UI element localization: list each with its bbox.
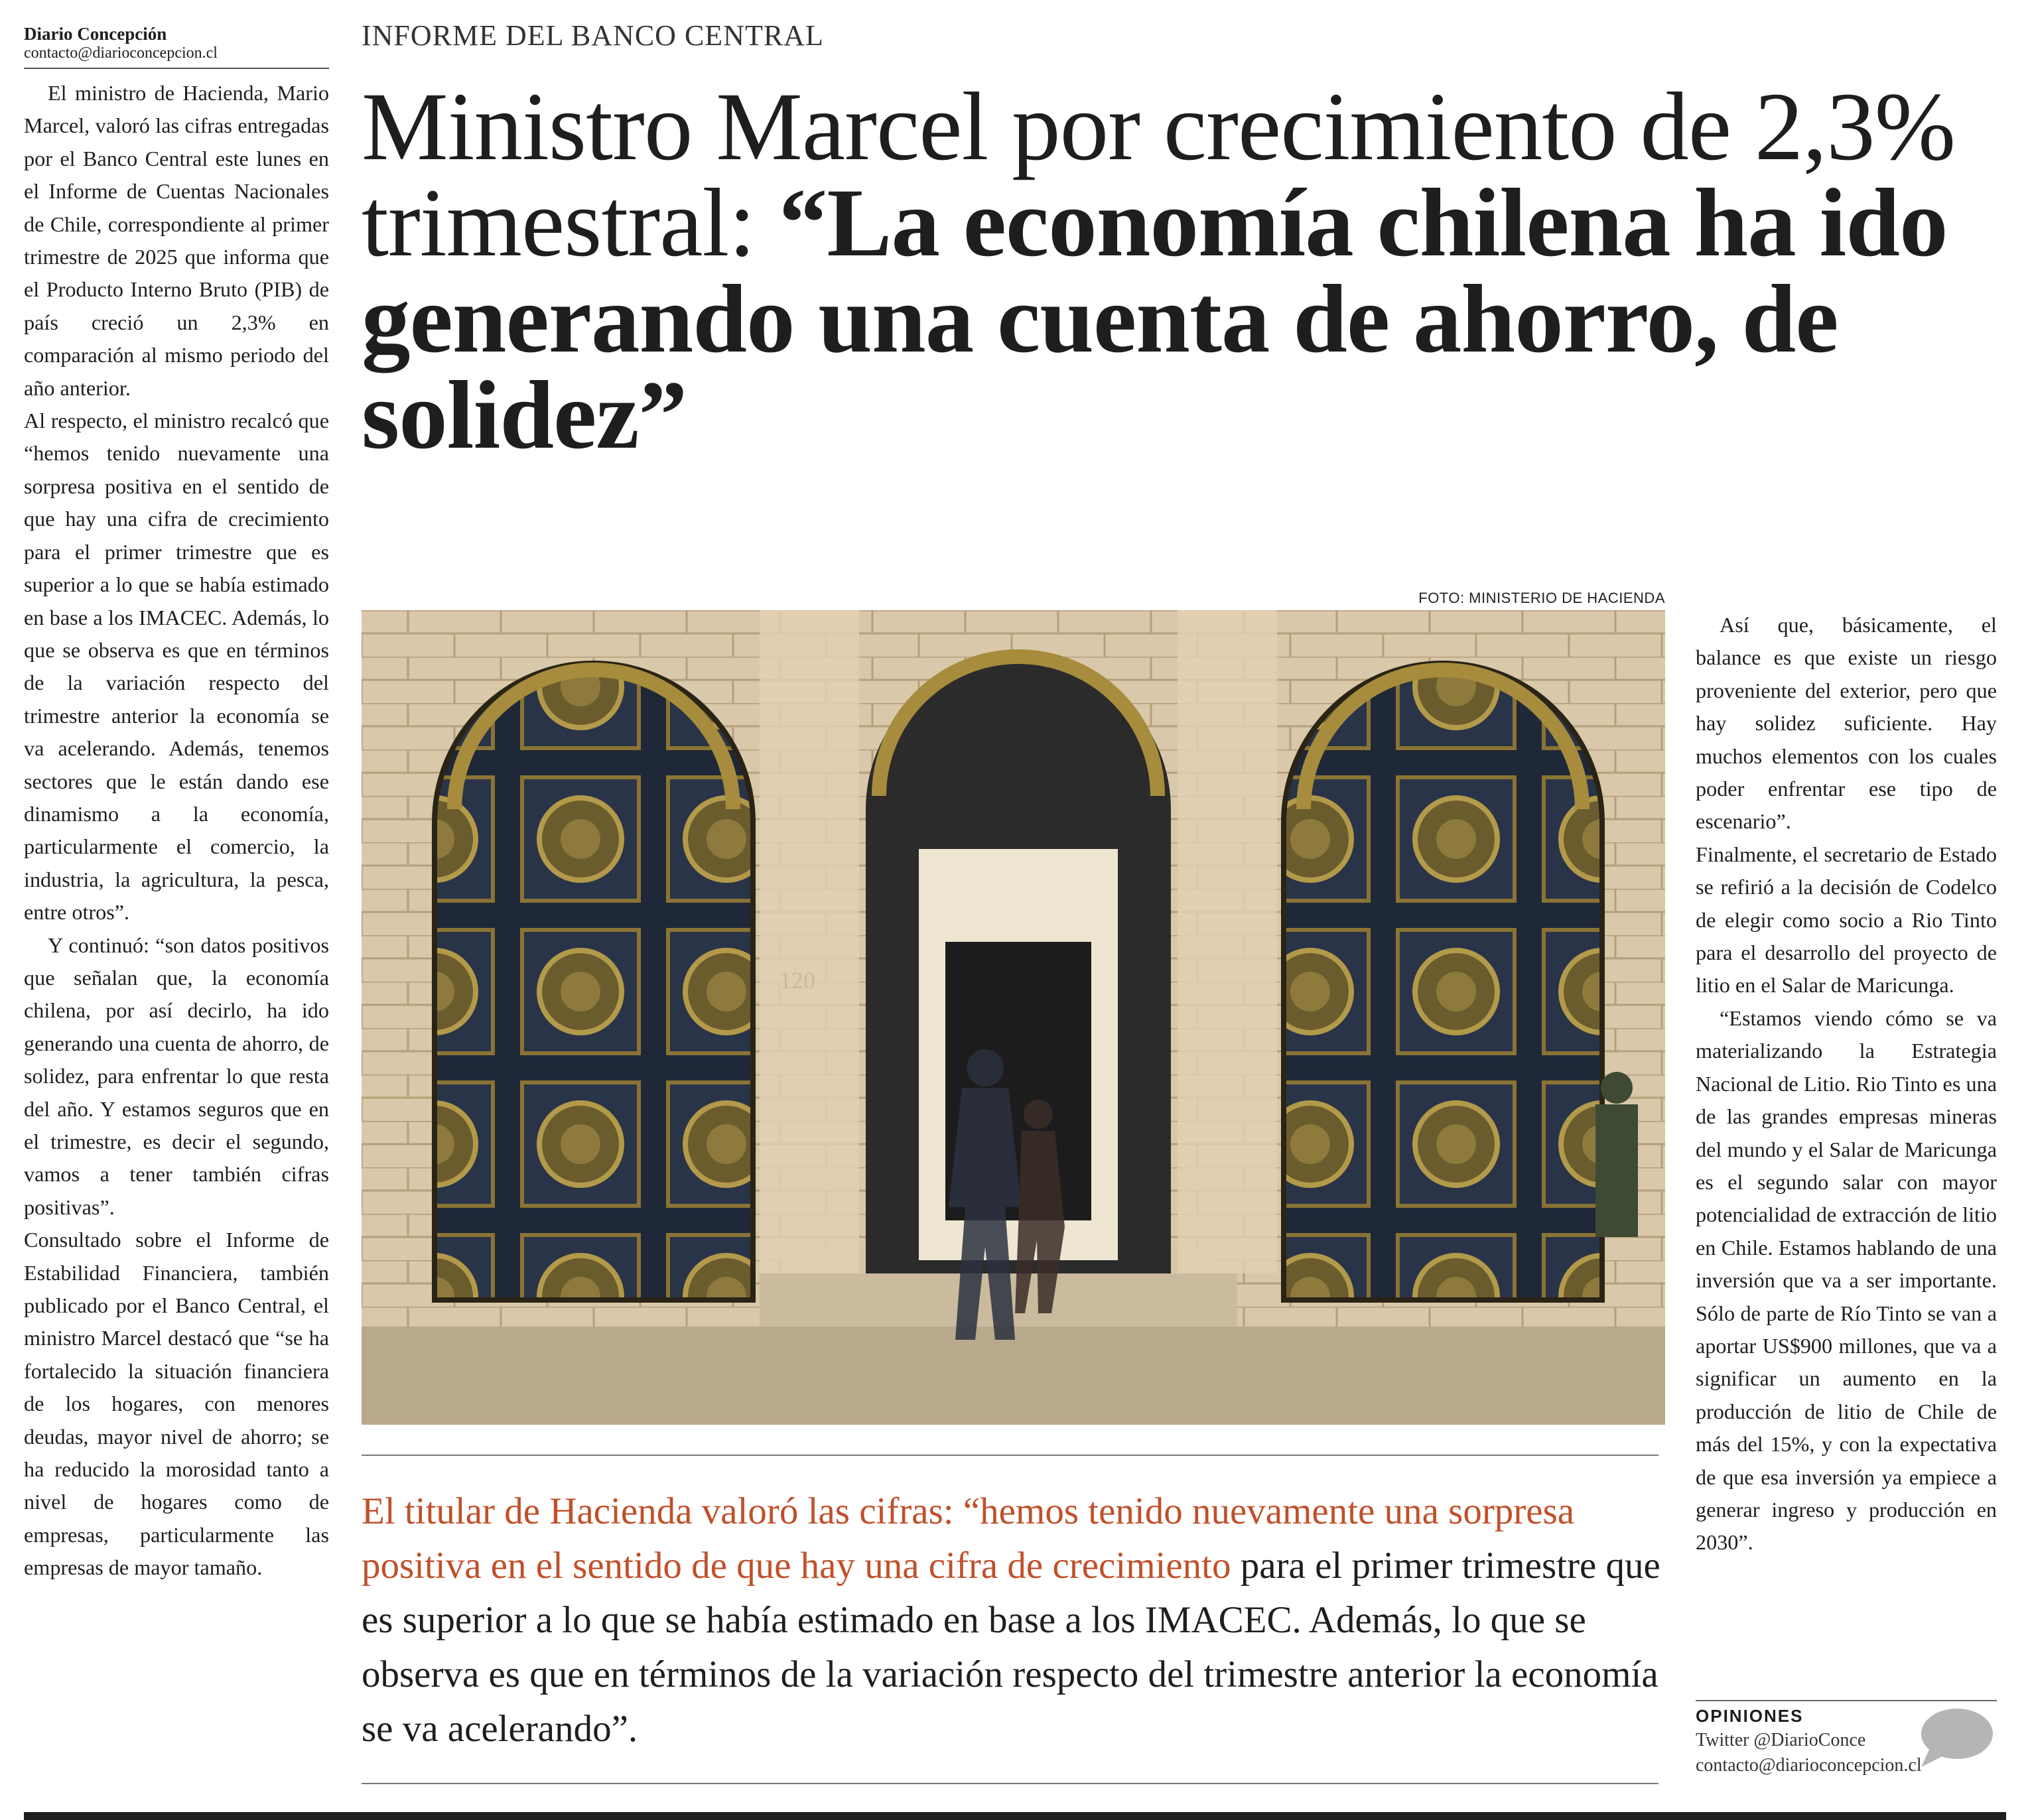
right-paragraph-3: “Estamos viendo cómo se va materializando la Estrategia Nacional de Litio. Rio Tinto es una de las grandes empresas mineras del mundo y el Salar de Maricunga es el segundo salar con mayor potencialidad de extracción de litio en Chile. Estamos hablando de una inversión que va a ser importante. Sólo de parte de Río Tinto se van a aportar US$900 millones, que va a significar un aumento en la producción de litio de Chile de más del 15%, y con la expectativa de que esa inversión ya empiece a generar ingreso y producción en 2030”.	[1696, 1006, 1997, 1555]
page-bottom-bar	[24, 1812, 2006, 1820]
article-photo	[362, 610, 1665, 1425]
publication-email[interactable]: contacto@diarioconcepcion.cl	[24, 44, 218, 62]
right-paragraph-1: Así que, básicamente, el balance es que existe un riesgo proveniente del exterior, pero que hay solidez suficiente. Hay muchos elementos con los cuales poder enfrentar ese tipo de escenario”.	[1696, 613, 1997, 834]
pull-quote	[362, 1484, 1662, 1756]
masthead-rule	[24, 68, 329, 69]
publication-name: Diario Concepción	[24, 24, 167, 44]
banco-central-facade-illustration	[362, 610, 1665, 1425]
left-paragraph-3: Y continuó: “son datos positivos que señalan que, la economía chilena, por así decirlo, ha ido generando una cuenta de ahorro, de solidez, para enfrentar lo que resta del año. Y estamos seguros que en el trimestre, es decir el segundo, vamos a tener también cifras positivas”.	[24, 933, 329, 1219]
photo-credit: FOTO: MINISTERIO DE HACIENDA	[1418, 590, 1665, 606]
opinions-title: OPINIONES	[1696, 1706, 1804, 1726]
speech-bubble-icon	[1916, 1706, 1994, 1770]
headline-quote: “La economía chilena ha ido generando una cuenta de ahorro, de solidez”	[362, 168, 1948, 469]
left-column	[24, 24, 329, 1585]
pull-quote-rest: para el primer trimestre que es superior a lo que se había estimado en base a los IMACEC. Además, lo que se observa es que en términos de la variación respecto del trimestre anterior la economía se va acelerando”.	[362, 1545, 1660, 1750]
left-paragraph-4: Consultado sobre el Informe de Estabilidad Financiera, también publicado por el Banco Central, el ministro Marcel destacó que “se ha fortalecido la situación financiera de los hogares, con menores deudas, mayor nivel de ahorro; se ha reducido la morosidad tanto a nivel de hogares como de empresas, particularmente las empresas de mayor tamaño.	[24, 1228, 329, 1580]
pull-quote-top-rule	[362, 1455, 1658, 1456]
right-paragraph-2: Finalmente, el secretario de Estado se refirió a la decisión de Codelco de elegir como socio a Rio Tinto para el desarrollo del proyecto de litio en el Salar de Maricunga.	[1696, 842, 1997, 998]
opinions-email[interactable]: contacto@diarioconcepcion.cl	[1696, 1755, 1922, 1776]
opinions-rule	[1696, 1700, 1997, 1701]
section-kicker: INFORME DEL BANCO CENTRAL	[362, 19, 824, 52]
left-paragraph-1: El ministro de Hacienda, Mario Marcel, valoró las cifras entregadas por el Banco Central este lunes en el Informe de Cuentas Nacionales de Chile, correspondiente al primer trimestre de 2025 que informa que el Producto Interno Bruto (PIB) de país creció un 2,3% en comparación al mismo periodo del año anterior.	[24, 81, 329, 400]
opinions-twitter[interactable]: Twitter @DiarioConce	[1696, 1730, 1866, 1750]
headline-light: Ministro Marcel por crecimiento de 2,3% trimestral:	[362, 72, 1956, 277]
pull-quote-bottom-rule	[362, 1783, 1658, 1784]
right-column	[1696, 609, 1997, 1559]
left-body-text	[24, 77, 329, 1585]
left-paragraph-2: Al respecto, el ministro recalcó que “hemos tenido nuevamente una sorpresa positiva en el sentido de que hay una cifra de crecimiento para el primer trimestre que es superior a lo que se había estimado en base a los IMACEC. Además, lo que se observa es que en términos de la variación respecto del trimestre anterior la economía se va acelerando. Además, tenemos sectores que le están dando ese dinamismo a la economía, particularmente el comercio, la industria, la agricultura, la pesca, entre otros”.	[24, 409, 329, 925]
pull-quote-accent: El titular de Hacienda valoró las cifras: “hemos tenido nuevamente una sorpresa positiva en el sentido de que hay una cifra de crecimiento	[362, 1490, 1575, 1587]
headline	[362, 72, 1994, 469]
